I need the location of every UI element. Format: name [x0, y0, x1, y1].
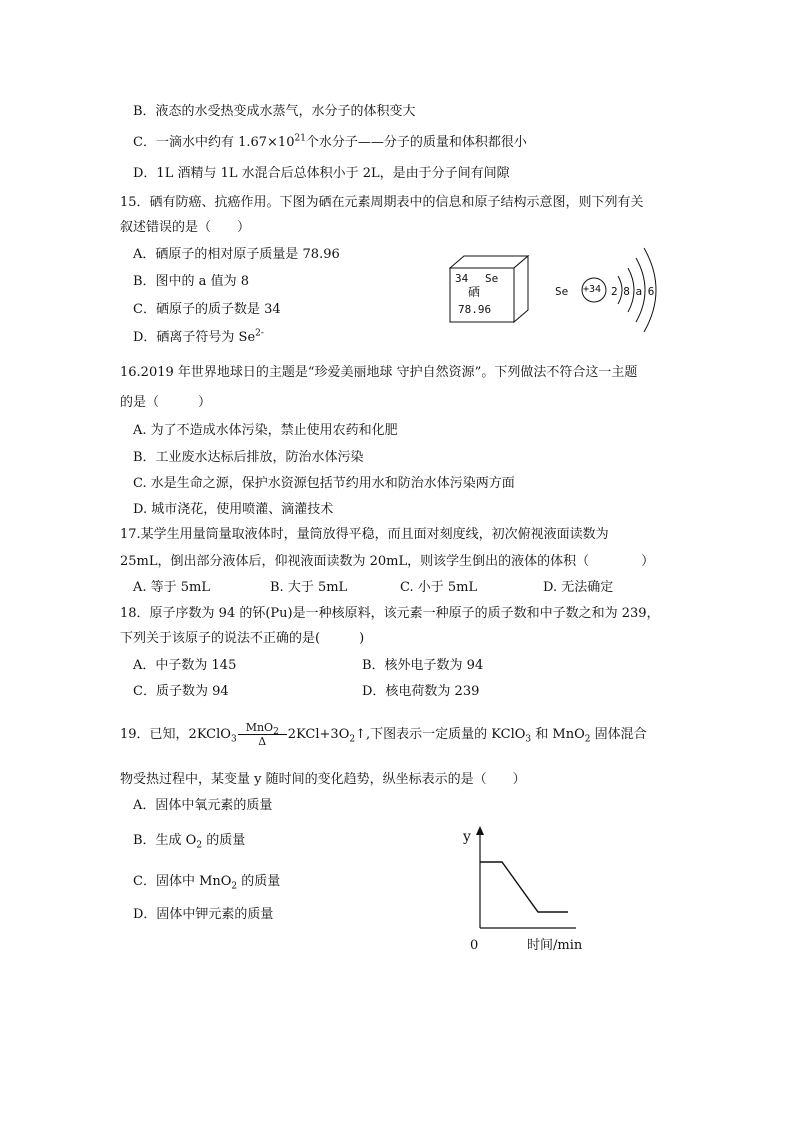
q18-option-d: D．核电荷数为 239	[362, 684, 480, 699]
graph-y-label: y	[463, 829, 471, 845]
graph-x-label: 时间/min	[527, 938, 583, 953]
q15-option-c: C．硒原子的质子数是 34	[133, 302, 281, 317]
q15-stem-line1: 15．硒有防癌、抗癌作用。下图为硒在元素周期表中的信息和原子结构示意图，则下列有关	[120, 195, 644, 210]
q16-option-a: A. 为了不造成水体污染，禁止使用农药和化肥	[133, 423, 398, 438]
q18-option-c: C．质子数为 94	[133, 684, 229, 699]
element-name: 硒	[468, 285, 481, 299]
atom-symbol: Se	[555, 285, 569, 298]
q15-option-a: A．硒原子的相对原子质量是 78.96	[133, 247, 340, 262]
q18-option-b: B．核外电子数为 94	[362, 658, 484, 673]
q14-option-b: B．液态的水受热变成水蒸气，水分子的体积变大	[133, 104, 416, 119]
q16-option-d: D. 城市浇花，使用喷灌、滴灌技术	[133, 502, 334, 517]
q14-option-c: C．一滴水中约有 $1.67\times 10^{21}$个水分子——分子的质量和体积都很小	[133, 133, 527, 150]
q17-option-c: C. 小于 5mL	[400, 580, 478, 595]
q19-option-d: D．固体中钾元素的质量	[133, 907, 274, 922]
q17-option-a: A. 等于 5mL	[133, 580, 211, 595]
q18-option-a: A．中子数为 145	[133, 658, 237, 673]
q15-option-b: B．图中的 a 值为 8	[133, 274, 249, 289]
q19-graph	[470, 826, 580, 932]
atom-nucleus-charge: +34	[583, 284, 602, 295]
q18-stem-line1: 18．原子序数为 94 的钚(Pu)是一种核原料，该元素一种原子的质子数和中子数之和为 239，	[120, 606, 660, 621]
q18-stem-line2: 下列关于该原子的说法不正确的是( )	[120, 631, 365, 646]
element-symbol: Se	[485, 272, 499, 285]
q19-stem-line2: 物受热过程中，某变量 y 随时间的变化趋势，纵坐标表示的是（ ）	[120, 772, 526, 787]
q17-option-d: D. 无法确定	[543, 580, 614, 595]
q16-stem-line1: 16.2019 年世界地球日的主题是“珍爱美丽地球 守护自然资源”。下列做法不符合这一主题	[120, 365, 638, 380]
q17-stem-line1: 17.某学生用量筒量取液体时，量筒放得平稳，而且面对刻度线，初次俯视液面读数为	[120, 527, 609, 542]
q15-option-d: D．硒离子符号为 $Se^{2-}$	[133, 328, 264, 345]
q19-option-c: C．固体中 MnO$_2$ 的质量	[133, 874, 281, 892]
y-trend-line	[480, 862, 568, 912]
element-atomic-number: 34	[455, 272, 469, 285]
element-atomic-mass: 78.96	[458, 303, 492, 316]
equation-products: $2KCl+3O_2↑$	[287, 727, 366, 745]
equation-reactant: 2KClO$_3$	[188, 727, 237, 745]
graph-origin-label: 0	[470, 938, 479, 953]
q19-stem-line1: 19．已知，2KClO$_3$ $\frac{MnO_2}{\Delta}$ $2KCl+3O_2↑$,下图表示一定质量的 KClO$_3$ 和 MnO$_2$ 固体混合	[120, 721, 647, 748]
q16-option-b: B．工业废水达标后排放，防治水体污染	[133, 450, 364, 465]
q19-option-b: B．生成 $O_2$ 的质量	[133, 833, 246, 851]
y-axis-arrow	[476, 826, 484, 835]
q16-stem-line2: 的是（ ）	[120, 395, 212, 410]
equation-condition: $\frac{MnO_2}{\Delta}$	[238, 721, 287, 748]
q15-stem-line2: 叙述错误的是（ ）	[120, 220, 251, 235]
q17-option-b: B. 大于 5mL	[270, 580, 348, 595]
q19-option-a: A．固体中氧元素的质量	[133, 798, 273, 813]
q14-option-d: D．1L 酒精与 1L 水混合后总体积小于 2L，是由于分子间有间隙	[133, 166, 510, 181]
atom-shell-electrons: 2 8 a 6	[611, 285, 655, 298]
q16-option-c: C. 水是生命之源，保护水资源包括节约用水和防治水体污染两方面	[133, 476, 515, 491]
q17-stem-line2: 25mL，倒出部分液体后，仰视液面读数为 20mL，则该学生倒出的液体的体积（ ）	[120, 554, 655, 569]
